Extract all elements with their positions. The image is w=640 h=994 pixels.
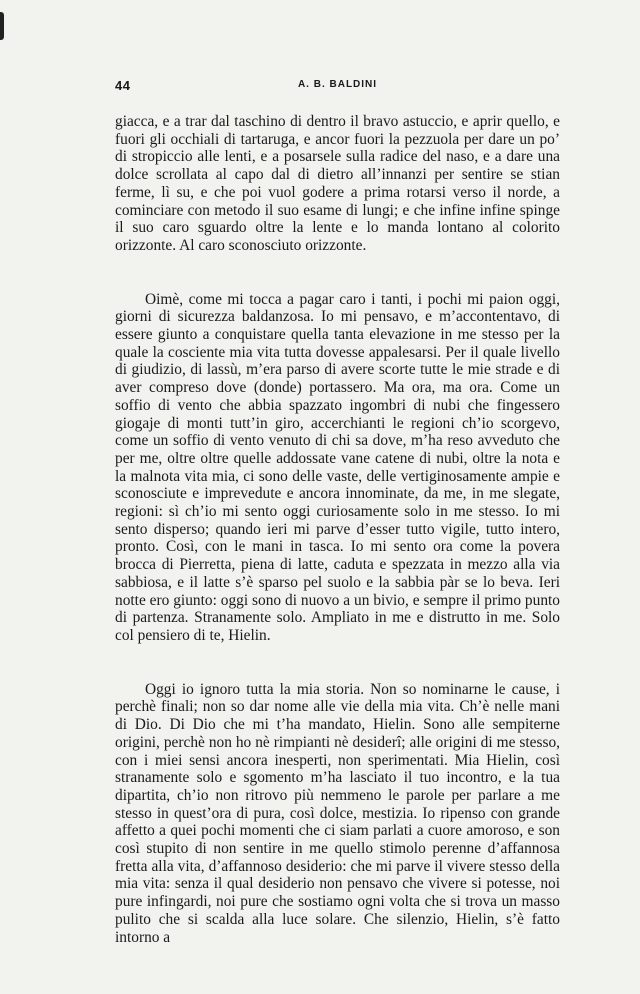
paragraph-3: Oggi io ignoro tutta la mia storia. Non so nominarne le cause, i perchè finali; non so dar nome alle vie della mia vita. Ch’è nelle mani di Dio. Di Dio che mi t’ha mandato, Hielin. Sono alle sempiterne origini, perchè non ho nè rimpianti nè desiderî; alle origini di me stesso, con i miei sensi ancora inesperti, non sperimentati. Mia Hielin, così stranamente solo e sgomento m’ha lasciato il tuo incontro, e la tua dipartita, ch’io non ritrovo più nemmeno le parole per parlare a me stesso in quest’ora di pura, così dolce, mestizia. Io ripenso con grande affetto a quei pochi momenti che ci siam parlati a cuore amoroso, e son così stupito di non sentire in me quello stimolo perenne d’affannosa fretta alla vita, d’affannoso desiderio: che mi parve il vivere stesso della mia vita: senza il qual desiderio non pensavo che vivere si potesse, noi pure infingardi, noi pure che sostiamo ogni volta che si trova un masso pulito che si scalda alla luce solare. Che silenzio, Hielin, s’è fatto intorno a bbox=[115, 680, 560, 946]
page-number: 44 bbox=[115, 78, 131, 93]
body-text bbox=[115, 113, 560, 946]
paragraph-1: giacca, e a trar dal taschino di dentro il bravo astuccio, e aprir quello, e fuori gli occhiali di tartaruga, e ancor fuori la pezzuola per dare un po’ di stropiccio alle lenti, e a posarsele sulla radice del naso, e a dare una dolce scrollata al capo dal di dietro all’innanzi per sentire se stian ferme, lì su, e che poi vuol godere a prima rotarsi verso il norde, a cominciare con metodo il suo esame di lungi; e che infine infine spinge il suo caro sguardo oltre la lente e lo manda lontano al colorito orizzonte. Al caro sconosciuto orizzonte. bbox=[115, 113, 560, 254]
page-header bbox=[115, 78, 560, 94]
running-head: A. B. BALDINI bbox=[297, 79, 378, 90]
binding-shadow bbox=[0, 12, 4, 40]
paragraph-2: Oimè, come mi tocca a pagar caro i tanti, i pochi mi paion oggi, giorni di sicurezza baldanzosa. Io mi pensavo, e m’accontentavo, di essere giunto a conquistare quella tanta elevazione in me stesso per la quale la cosciente mia vita tutta dovesse appalesarsi. Per il quale livello di giudizio, di lassù, m’era parso di avere scorte tutte le mie strade e di aver compreso dove (donde) portassero. Ma ora, ma ora. Come un soffio di vento che abbia spazzato ingombri di nubi che fingessero giogaje di monti tutt’in giro, accerchianti le regioni ch’io scorgevo, come un soffio di vento venuto di chi sa dove, m’ha reso avveduto che per me, oltre oltre quelle addossate vane catene di nubi, oltre la nota e la malnota vita mia, ci sono delle vaste, delle vertiginosamente ampie e sconosciute e imprevedute e ancora innominate, da me, in me slegate, regioni: sì ch’io mi sento oggi curiosamente solo in me stesso. Io mi sento disperso; quando ieri mi parve d’esser tutto vigile, tutto intero, pronto. Così, con le mani in tasca. Io mi sento ora come la povera brocca di Pierretta, piena di latte, caduta e spezzata in mezzo alla via sabbiosa, e il latte s’è sparso pel suolo e la sabbia pàr se lo beva. Ieri notte ero giunto: oggi sono di nuovo a un bivio, e sempre il primo punto di partenza. Stranamente solo. Ampliato in me e distrutto in me. Solo col pensiero di te, Hielin. bbox=[115, 290, 560, 644]
